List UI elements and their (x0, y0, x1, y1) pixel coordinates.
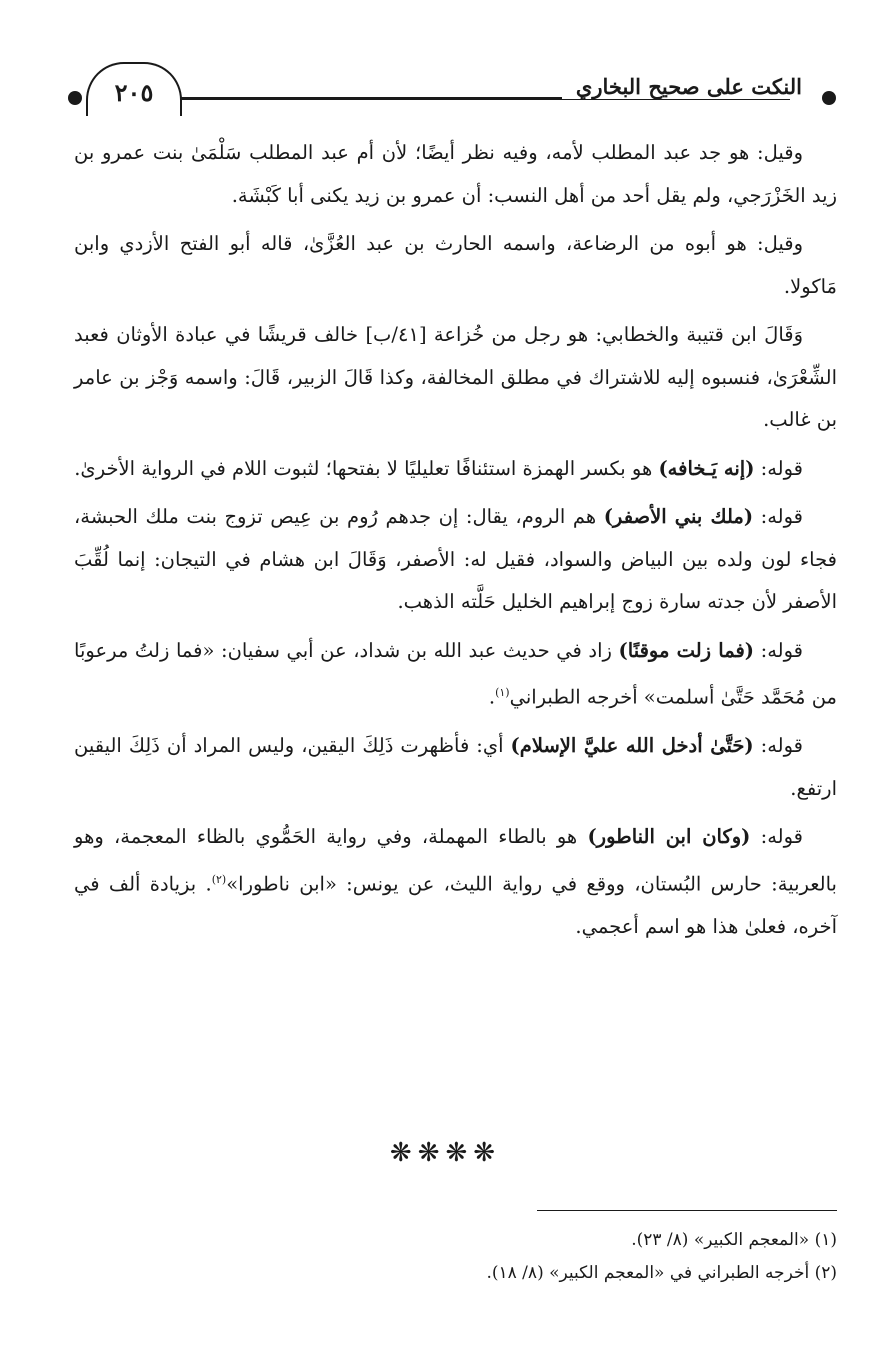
page-number-box (86, 62, 182, 116)
footnote-ref[interactable]: (٢) (211, 872, 227, 886)
header-bullet-left (68, 91, 82, 105)
paragraph: وَقَالَ ابن قتيبة والخطابي: هو رجل من خُزاعة [٤١/ب] خالف قريشًا في عبادة الأوثان فعبد الشِّعْرَىٰ، فنسبوه إليه للاشتراك في مطلق المخالفة، وكذا قَالَ الزبير، قَالَ: واسمه وَجْز بن عامر بن غالب. (74, 323, 837, 431)
header-bullet-right (822, 91, 836, 105)
paragraph: قوله: (ملك بني الأصفر) هم الروم، يقال: إن جدهم رُوم بن عِيص تزوج بنت ملك الحبشة، فجاء لون ولده بين البياض والسواد، فقيل له: الأصفر، وَقَالَ ابن هشام في التيجان: إنما لُقِّبَ الأصفر لأن جدته سارة زوج إبراهيم الخليل حَلَّته الذهب. (74, 505, 837, 613)
quoted-phrase: (حَتَّىٰ أدخل الله عليَّ الإسلام) (510, 734, 754, 757)
quoted-phrase: (إنه يَـخافه) (658, 456, 755, 480)
paragraph: وقيل: هو جد عبد المطلب لأمه، وفيه نظر أيضًا؛ لأن أم عبد المطلب سَلْمَىٰ بنت عمرو بن زيد الخَزْرَجي، ولم يقل أحد من أهل النسب: أن عمرو بن زيد يكنى أبا كَبْشَة. (74, 141, 837, 207)
body-text (74, 132, 837, 954)
paragraph: قوله: (حَتَّىٰ أدخل الله عليَّ الإسلام) أي: فأظهرت ذَلِكَ اليقين، وليس المراد أن ذَلِكَ اليقين ارتفع. (74, 734, 837, 800)
paragraph: قوله: (إنه يَـخافه) هو بكسر الهمزة استئنافًا تعليليًا لا بفتحها؛ لثبوت اللام في الرواية الأخرىٰ. (74, 456, 803, 480)
paragraph: قوله: (فما زلت موقنًا) زاد في حديث عبد الله بن شداد، عن أبي سفيان: «فما زلتُ مرعوبًا من مُحَمَّد حَتَّىٰ أسلمت» أخرجه الطبراني$^{(١)}$. (74, 638, 837, 709)
footnotes (74, 1224, 837, 1290)
quoted-phrase: (وكان ابن الناطور) (587, 825, 751, 848)
page-number: ٢٠٥ (114, 78, 154, 107)
paragraph: وقيل: هو أبوه من الرضاعة، واسمه الحارث بن عبد العُزَّىٰ، قاله أبو الفتح الأزدي وابن مَاكولا. (74, 232, 837, 298)
paragraph: قوله: (وكان ابن الناطور) هو بالطاء المهملة، وفي رواية الحَمُّوي بالظاء المعجمة، وهو بالعربية: حارس البُستان، ووقع في رواية الليث، عن يونس: «ابن ناطورا»$^{(٢)}$. بزيادة ألف في آخره، فعلىٰ هذا هو اسم أعجمي. (74, 825, 837, 938)
footnote-ref[interactable]: (١) (495, 686, 510, 699)
section-separator: ❋❋❋❋ (389, 1138, 502, 1168)
quoted-phrase: (ملك بني الأصفر) (603, 505, 754, 528)
footnote-rule (537, 1210, 837, 1211)
footnote-2: (٢) أخرجه الطبراني في «المعجم الكبير» (٨/ ١٨). (486, 1263, 837, 1283)
running-title: النكت على صحيح البخاري (562, 74, 810, 99)
quoted-phrase: (فما زلت موقنًا) (618, 638, 755, 662)
footnote-1: (١) «المعجم الكبير» (٨/ ٢٣). (631, 1230, 837, 1250)
page-header (60, 60, 840, 120)
